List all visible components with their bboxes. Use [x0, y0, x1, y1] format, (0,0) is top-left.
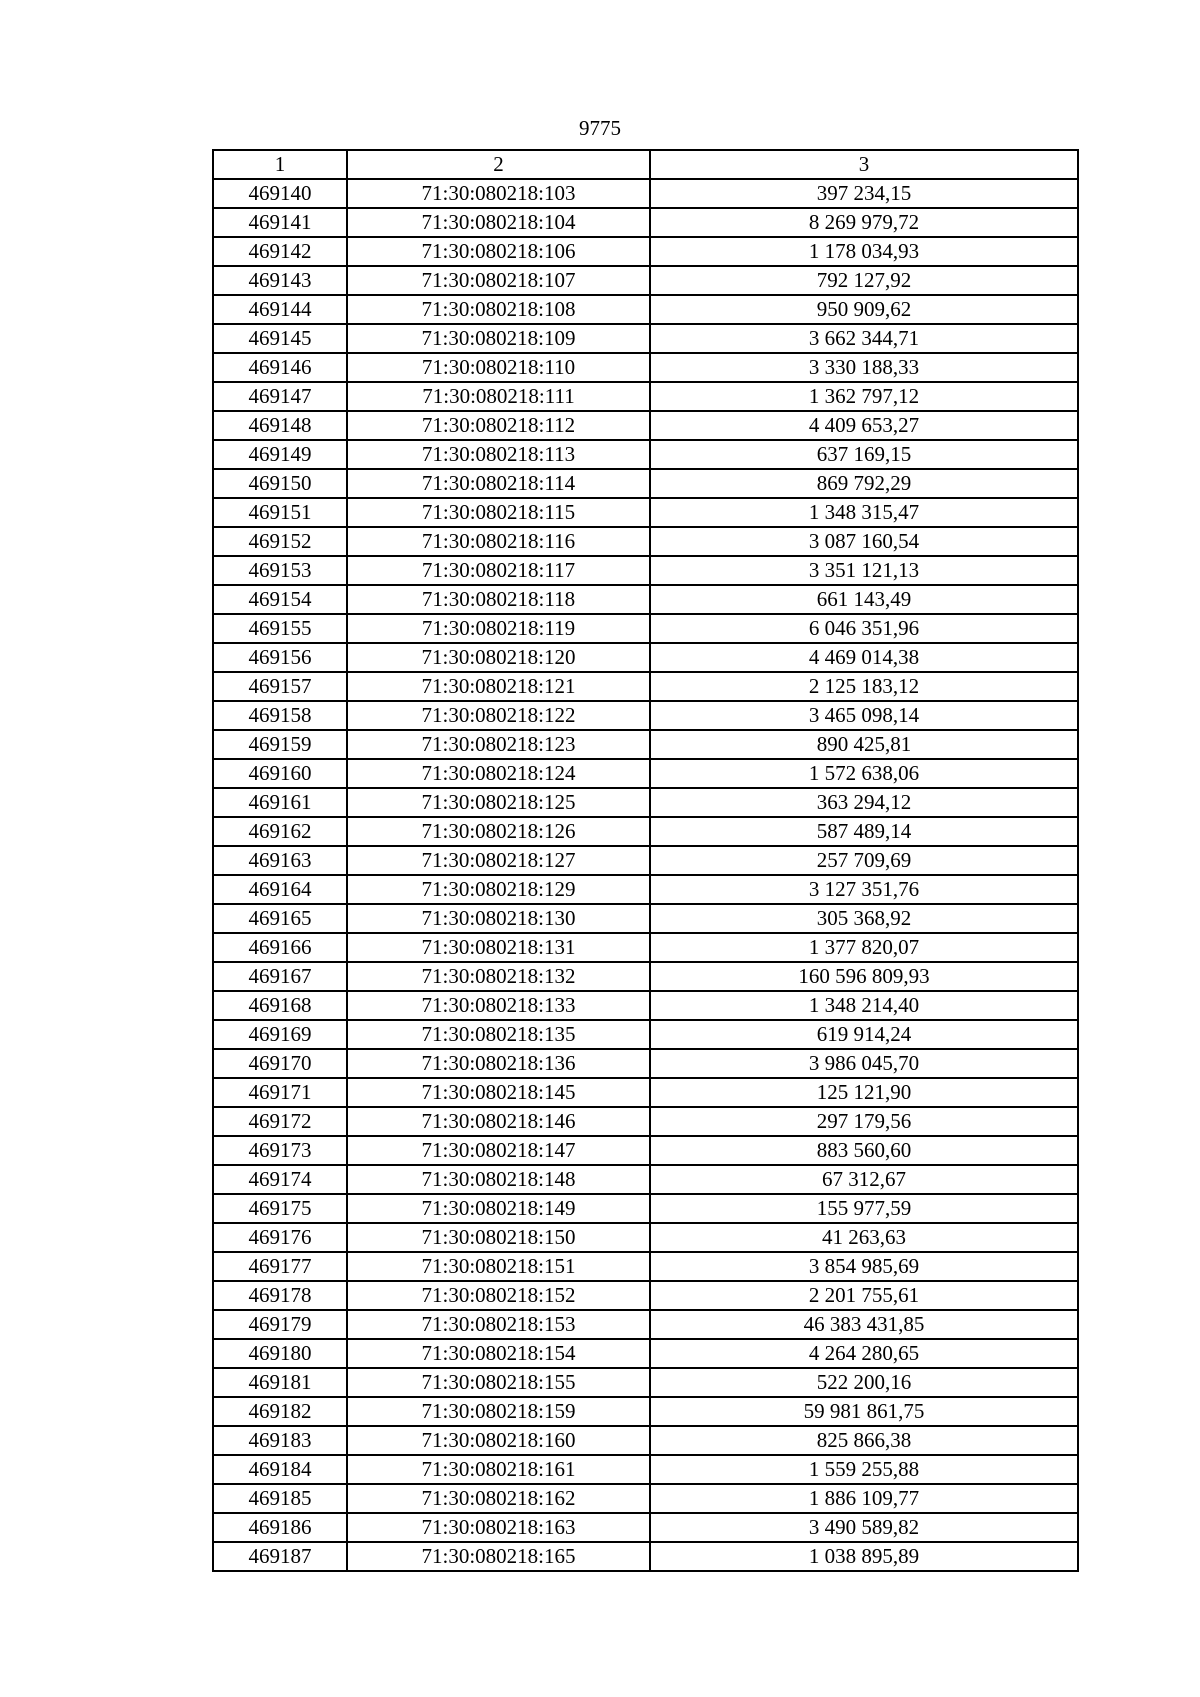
table-row	[213, 991, 1078, 1020]
value-cell: 67 312,67	[650, 1165, 1078, 1194]
cadastral-number-cell: 71:30:080218:132	[347, 962, 650, 991]
value-cell: 1 178 034,93	[650, 237, 1078, 266]
value-cell: 1 572 638,06	[650, 759, 1078, 788]
row-number-cell: 469145	[213, 324, 347, 353]
row-number-cell: 469183	[213, 1426, 347, 1455]
cadastral-number-cell: 71:30:080218:108	[347, 295, 650, 324]
value-cell: 661 143,49	[650, 585, 1078, 614]
table-row	[213, 759, 1078, 788]
row-number-cell: 469146	[213, 353, 347, 382]
column-header-1: 1	[213, 150, 347, 179]
row-number-cell: 469180	[213, 1339, 347, 1368]
row-number-cell: 469144	[213, 295, 347, 324]
table-row	[213, 1107, 1078, 1136]
value-cell: 160 596 809,93	[650, 962, 1078, 991]
cadastral-number-cell: 71:30:080218:152	[347, 1281, 650, 1310]
value-cell: 522 200,16	[650, 1368, 1078, 1397]
cadastral-number-cell: 71:30:080218:127	[347, 846, 650, 875]
cadastral-number-cell: 71:30:080218:130	[347, 904, 650, 933]
table-row	[213, 382, 1078, 411]
table-row	[213, 1310, 1078, 1339]
row-number-cell: 469170	[213, 1049, 347, 1078]
value-cell: 363 294,12	[650, 788, 1078, 817]
row-number-cell: 469186	[213, 1513, 347, 1542]
value-cell: 1 038 895,89	[650, 1542, 1078, 1571]
table-row	[213, 179, 1078, 208]
value-cell: 4 409 653,27	[650, 411, 1078, 440]
cadastral-number-cell: 71:30:080218:111	[347, 382, 650, 411]
column-header-3: 3	[650, 150, 1078, 179]
row-number-cell: 469172	[213, 1107, 347, 1136]
table-row	[213, 1426, 1078, 1455]
table-row	[213, 266, 1078, 295]
row-number-cell: 469162	[213, 817, 347, 846]
table-row	[213, 817, 1078, 846]
table-row	[213, 324, 1078, 353]
value-cell: 397 234,15	[650, 179, 1078, 208]
cadastral-number-cell: 71:30:080218:119	[347, 614, 650, 643]
row-number-cell: 469176	[213, 1223, 347, 1252]
row-number-cell: 469160	[213, 759, 347, 788]
table-row	[213, 904, 1078, 933]
table-row	[213, 1542, 1078, 1571]
row-number-cell: 469178	[213, 1281, 347, 1310]
value-cell: 59 981 861,75	[650, 1397, 1078, 1426]
table-row	[213, 353, 1078, 382]
value-cell: 869 792,29	[650, 469, 1078, 498]
value-cell: 3 087 160,54	[650, 527, 1078, 556]
table-row	[213, 1397, 1078, 1426]
row-number-cell: 469151	[213, 498, 347, 527]
value-cell: 792 127,92	[650, 266, 1078, 295]
row-number-cell: 469175	[213, 1194, 347, 1223]
cadastral-number-cell: 71:30:080218:117	[347, 556, 650, 585]
cadastral-number-cell: 71:30:080218:123	[347, 730, 650, 759]
row-number-cell: 469147	[213, 382, 347, 411]
value-cell: 619 914,24	[650, 1020, 1078, 1049]
row-number-cell: 469166	[213, 933, 347, 962]
value-cell: 3 330 188,33	[650, 353, 1078, 382]
value-cell: 825 866,38	[650, 1426, 1078, 1455]
cadastral-number-cell: 71:30:080218:109	[347, 324, 650, 353]
row-number-cell: 469155	[213, 614, 347, 643]
value-cell: 1 348 214,40	[650, 991, 1078, 1020]
value-cell: 6 046 351,96	[650, 614, 1078, 643]
value-cell: 2 201 755,61	[650, 1281, 1078, 1310]
cadastral-number-cell: 71:30:080218:122	[347, 701, 650, 730]
row-number-cell: 469181	[213, 1368, 347, 1397]
value-cell: 2 125 183,12	[650, 672, 1078, 701]
row-number-cell: 469154	[213, 585, 347, 614]
cadastral-number-cell: 71:30:080218:121	[347, 672, 650, 701]
value-cell: 4 264 280,65	[650, 1339, 1078, 1368]
cadastral-number-cell: 71:30:080218:149	[347, 1194, 650, 1223]
table-row	[213, 498, 1078, 527]
table-row	[213, 1020, 1078, 1049]
table-row	[213, 440, 1078, 469]
row-number-cell: 469159	[213, 730, 347, 759]
cadastral-number-cell: 71:30:080218:118	[347, 585, 650, 614]
cadastral-number-cell: 71:30:080218:154	[347, 1339, 650, 1368]
value-cell: 155 977,59	[650, 1194, 1078, 1223]
table-row	[213, 672, 1078, 701]
value-cell: 3 986 045,70	[650, 1049, 1078, 1078]
row-number-cell: 469165	[213, 904, 347, 933]
row-number-cell: 469168	[213, 991, 347, 1020]
value-cell: 46 383 431,85	[650, 1310, 1078, 1339]
table-row	[213, 730, 1078, 759]
row-number-cell: 469177	[213, 1252, 347, 1281]
cadastral-number-cell: 71:30:080218:114	[347, 469, 650, 498]
table-row	[213, 1049, 1078, 1078]
cadastral-number-cell: 71:30:080218:116	[347, 527, 650, 556]
row-number-cell: 469167	[213, 962, 347, 991]
cadastral-number-cell: 71:30:080218:150	[347, 1223, 650, 1252]
value-cell: 125 121,90	[650, 1078, 1078, 1107]
table-row	[213, 527, 1078, 556]
row-number-cell: 469173	[213, 1136, 347, 1165]
table-row	[213, 1368, 1078, 1397]
row-number-cell: 469182	[213, 1397, 347, 1426]
row-number-cell: 469150	[213, 469, 347, 498]
cadastral-number-cell: 71:30:080218:153	[347, 1310, 650, 1339]
cadastral-number-cell: 71:30:080218:146	[347, 1107, 650, 1136]
value-cell: 1 377 820,07	[650, 933, 1078, 962]
value-cell: 587 489,14	[650, 817, 1078, 846]
table-row	[213, 1281, 1078, 1310]
cadastral-number-cell: 71:30:080218:110	[347, 353, 650, 382]
table-row	[213, 1078, 1078, 1107]
table-row	[213, 1484, 1078, 1513]
row-number-cell: 469174	[213, 1165, 347, 1194]
cadastral-number-cell: 71:30:080218:124	[347, 759, 650, 788]
table-row	[213, 1455, 1078, 1484]
row-number-cell: 469171	[213, 1078, 347, 1107]
row-number-cell: 469143	[213, 266, 347, 295]
cadastral-number-cell: 71:30:080218:131	[347, 933, 650, 962]
table-row	[213, 788, 1078, 817]
value-cell: 4 469 014,38	[650, 643, 1078, 672]
cadastral-number-cell: 71:30:080218:115	[347, 498, 650, 527]
cadastral-number-cell: 71:30:080218:125	[347, 788, 650, 817]
cadastral-number-cell: 71:30:080218:120	[347, 643, 650, 672]
table-row	[213, 1252, 1078, 1281]
cadastral-number-cell: 71:30:080218:162	[347, 1484, 650, 1513]
table-row	[213, 614, 1078, 643]
table-row	[213, 237, 1078, 266]
cadastral-number-cell: 71:30:080218:104	[347, 208, 650, 237]
value-cell: 8 269 979,72	[650, 208, 1078, 237]
value-cell: 883 560,60	[650, 1136, 1078, 1165]
table-body	[213, 179, 1078, 1571]
value-cell: 297 179,56	[650, 1107, 1078, 1136]
row-number-cell: 469161	[213, 788, 347, 817]
row-number-cell: 469141	[213, 208, 347, 237]
value-cell: 257 709,69	[650, 846, 1078, 875]
value-cell: 305 368,92	[650, 904, 1078, 933]
row-number-cell: 469187	[213, 1542, 347, 1571]
row-number-cell: 469140	[213, 179, 347, 208]
row-number-cell: 469185	[213, 1484, 347, 1513]
value-cell: 3 854 985,69	[650, 1252, 1078, 1281]
row-number-cell: 469156	[213, 643, 347, 672]
cadastral-number-cell: 71:30:080218:148	[347, 1165, 650, 1194]
table-row	[213, 846, 1078, 875]
cadastral-number-cell: 71:30:080218:133	[347, 991, 650, 1020]
table-row	[213, 585, 1078, 614]
table-row	[213, 643, 1078, 672]
value-cell: 1 886 109,77	[650, 1484, 1078, 1513]
value-cell: 3 465 098,14	[650, 701, 1078, 730]
row-number-cell: 469142	[213, 237, 347, 266]
cadastral-number-cell: 71:30:080218:113	[347, 440, 650, 469]
value-cell: 1 559 255,88	[650, 1455, 1078, 1484]
cadastral-number-cell: 71:30:080218:107	[347, 266, 650, 295]
table-row	[213, 556, 1078, 585]
cadastral-number-cell: 71:30:080218:151	[347, 1252, 650, 1281]
table-row	[213, 411, 1078, 440]
cadastral-number-cell: 71:30:080218:106	[347, 237, 650, 266]
value-cell: 3 127 351,76	[650, 875, 1078, 904]
table-row	[213, 295, 1078, 324]
table-row	[213, 1165, 1078, 1194]
table-row	[213, 1223, 1078, 1252]
table-row	[213, 875, 1078, 904]
value-cell: 1 362 797,12	[650, 382, 1078, 411]
row-number-cell: 469179	[213, 1310, 347, 1339]
value-cell: 950 909,62	[650, 295, 1078, 324]
value-cell: 41 263,63	[650, 1223, 1078, 1252]
value-cell: 3 490 589,82	[650, 1513, 1078, 1542]
table-row	[213, 208, 1078, 237]
cadastral-number-cell: 71:30:080218:112	[347, 411, 650, 440]
table-row	[213, 1136, 1078, 1165]
table-row	[213, 701, 1078, 730]
value-cell: 3 662 344,71	[650, 324, 1078, 353]
cadastral-number-cell: 71:30:080218:136	[347, 1049, 650, 1078]
cadastral-number-cell: 71:30:080218:160	[347, 1426, 650, 1455]
value-cell: 3 351 121,13	[650, 556, 1078, 585]
row-number-cell: 469164	[213, 875, 347, 904]
row-number-cell: 469163	[213, 846, 347, 875]
column-header-2: 2	[347, 150, 650, 179]
cadastral-number-cell: 71:30:080218:165	[347, 1542, 650, 1571]
cadastral-number-cell: 71:30:080218:161	[347, 1455, 650, 1484]
table-row	[213, 1513, 1078, 1542]
table-row	[213, 1194, 1078, 1223]
row-number-cell: 469153	[213, 556, 347, 585]
row-number-cell: 469152	[213, 527, 347, 556]
cadastral-number-cell: 71:30:080218:145	[347, 1078, 650, 1107]
page-number: 9775	[579, 116, 621, 140]
table-header-row	[213, 150, 1078, 179]
cadastral-number-cell: 71:30:080218:147	[347, 1136, 650, 1165]
row-number-cell: 469157	[213, 672, 347, 701]
table-row	[213, 469, 1078, 498]
cadastral-number-cell: 71:30:080218:135	[347, 1020, 650, 1049]
row-number-cell: 469158	[213, 701, 347, 730]
cadastral-number-cell: 71:30:080218:126	[347, 817, 650, 846]
value-cell: 1 348 315,47	[650, 498, 1078, 527]
row-number-cell: 469184	[213, 1455, 347, 1484]
cadastral-number-cell: 71:30:080218:163	[347, 1513, 650, 1542]
table-row	[213, 933, 1078, 962]
cadastral-number-cell: 71:30:080218:129	[347, 875, 650, 904]
row-number-cell: 469148	[213, 411, 347, 440]
cadastral-number-cell: 71:30:080218:155	[347, 1368, 650, 1397]
cadastral-number-cell: 71:30:080218:159	[347, 1397, 650, 1426]
value-cell: 890 425,81	[650, 730, 1078, 759]
table-row	[213, 962, 1078, 991]
table-row	[213, 1339, 1078, 1368]
value-cell: 637 169,15	[650, 440, 1078, 469]
row-number-cell: 469149	[213, 440, 347, 469]
cadastral-number-cell: 71:30:080218:103	[347, 179, 650, 208]
data-table	[212, 149, 1079, 1572]
row-number-cell: 469169	[213, 1020, 347, 1049]
